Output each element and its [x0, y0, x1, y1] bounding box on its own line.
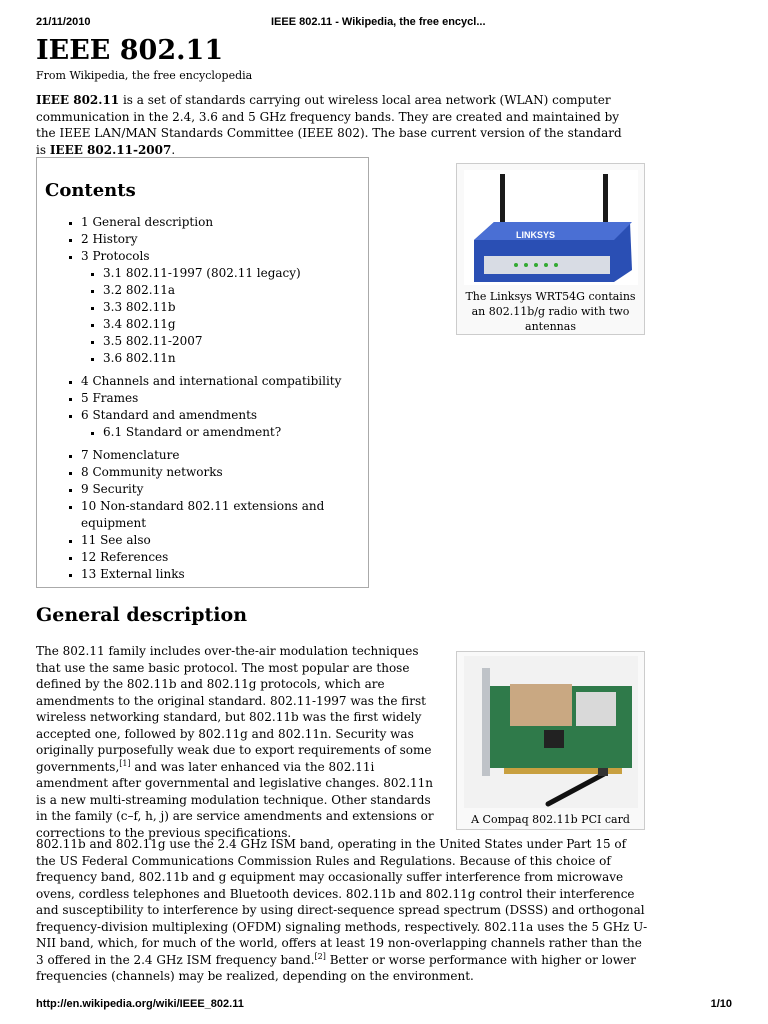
toc-subitem[interactable]: ▪ 3.5 802.11-2007	[103, 333, 360, 350]
general-description-p1	[36, 643, 444, 847]
general-description-heading: General description	[36, 604, 248, 626]
toc-sublist	[81, 265, 360, 367]
print-page-number: 1/10	[710, 998, 732, 1010]
print-date: 21/11/2010	[36, 16, 91, 28]
toc-item[interactable]: ▪ 12 References	[81, 549, 360, 566]
toc-title: Contents	[45, 180, 136, 201]
linksys-router-image[interactable]	[464, 170, 638, 285]
toc-item[interactable]: ▪ 1 General description	[81, 214, 360, 231]
toc-subitem[interactable]: ▪ 6.1 Standard or amendment?	[103, 424, 360, 441]
toc-item[interactable]: ▪ 2 History	[81, 231, 360, 248]
router-caption: The Linksys WRT54G contains an 802.11b/g radio with two antennas	[465, 290, 636, 333]
router-figure	[456, 163, 645, 335]
toc-item[interactable]: ▪ 7 Nomenclature	[81, 447, 360, 464]
p1-text-b: and was later enhanced via the 802.11i amendment after governmental and legislative changes. 802.11n is a new multi-streaming modulation technique. Other standards in the family (c–f, h, j) are service amendments and extensions or corrections to the previous specifications.	[36, 759, 434, 840]
article-header	[36, 36, 626, 164]
print-footer	[36, 998, 732, 1014]
print-page-title: IEEE 802.11 - Wikipedia, the free encycl...	[271, 16, 486, 28]
compaq-pci-card-image[interactable]	[464, 656, 638, 808]
page-subtitle: From Wikipedia, the free encyclopedia	[36, 69, 253, 82]
toc-list	[45, 214, 360, 583]
toc-item[interactable]: ▪ 11 See also	[81, 532, 360, 549]
intro-text: is a set of standards carrying out wireless local area network (WLAN) computer communication in the 2.4, 3.6 and 5 GHz frequency bands. They are created and maintained by the IEEE LAN/MAN Standards Committee (IEEE 802). The base current version of the standard is	[36, 93, 622, 157]
p1-text-a: The 802.11 family includes over-the-air modulation techniques that use the same basic protocol. The most popular are those defined by the 802.11b and 802.11g protocols, which are amendments to the original standard. 802.11-1997 was the first wireless networking standard, but 802.11b was the first widely accepted one, followed by 802.11g and 802.11n. Security was originally purposefully weak due to export requirements of some governments,	[36, 644, 432, 774]
toc-subitem[interactable]: ▪ 3.3 802.11b	[103, 299, 360, 316]
table-of-contents	[36, 157, 369, 588]
toc-item[interactable]: ▪ 10 Non-standard 802.11 extensions and equipment	[81, 498, 360, 532]
ref-link-2[interactable]: [2]	[314, 951, 326, 961]
toc-subitem[interactable]: ▪ 3.1 802.11-1997 (802.11 legacy)	[103, 265, 360, 282]
general-description-p2	[36, 836, 648, 991]
toc-subitem[interactable]: ▪ 3.2 802.11a	[103, 282, 360, 299]
p2-text-a: 802.11b and 802.11g use the 2.4 GHz ISM band, operating in the United States under Part 15 of the US Federal Communications Commission Rules and Regulations. Because of this choice of frequency band, 802.11b and g equipment may occasionally suffer interference from microwave ovens, cordless telephones and Bluetooth devices. 802.11b and 802.11g control their interference and susceptibility to interference by using direct-sequence spread spectrum (DSSS) and orthogonal frequency-division multiplexing (OFDM) signaling methods, respectively. 802.11a uses the 5 GHz U-NII band, which, for much of the world, offers at least 19 non-overlapping channels rather than the 3 offered in the 2.4 GHz ISM frequency band.	[36, 837, 648, 967]
print-url: http://en.wikipedia.org/wiki/IEEE_802.11	[36, 998, 244, 1010]
router-brand-label: LINKSYS	[515, 230, 555, 240]
toc-subitem[interactable]: ▪ 3.6 802.11n	[103, 350, 360, 367]
toc-item[interactable]: ▪ 6 Standard and amendments	[81, 407, 360, 424]
toc-item[interactable]: ▪ 4 Channels and international compatibility	[81, 373, 360, 390]
toc-subitem[interactable]: ▪ 3.4 802.11g	[103, 316, 360, 333]
intro-text-end: .	[171, 142, 176, 157]
toc-item[interactable]: ▪ 8 Community networks	[81, 464, 360, 481]
print-header	[36, 16, 732, 32]
intro-bold-term: IEEE 802.11	[36, 93, 120, 107]
pci-card-figure	[456, 651, 645, 830]
toc-sublist-wrapper	[81, 424, 360, 441]
toc-item[interactable]: ▪ 13 External links	[81, 566, 360, 583]
toc-item[interactable]: ▪ 5 Frames	[81, 390, 360, 407]
page-title: IEEE 802.11	[36, 35, 224, 66]
p2-text-b: Better or worse performance with higher or lower frequencies (channels) may be realized, depending on the environment.	[36, 952, 636, 983]
toc-item[interactable]: ▪ 9 Security	[81, 481, 360, 498]
intro-paragraph	[36, 92, 626, 158]
toc-sublist	[81, 424, 360, 441]
toc-item[interactable]: ▪ 3 Protocols	[81, 248, 360, 265]
pci-card-caption: A Compaq 802.11b PCI card	[471, 813, 630, 826]
ref-link-1[interactable]: [1]	[119, 758, 131, 768]
intro-bold-version: IEEE 802.11-2007	[49, 142, 172, 157]
toc-sublist-wrapper	[81, 265, 360, 367]
